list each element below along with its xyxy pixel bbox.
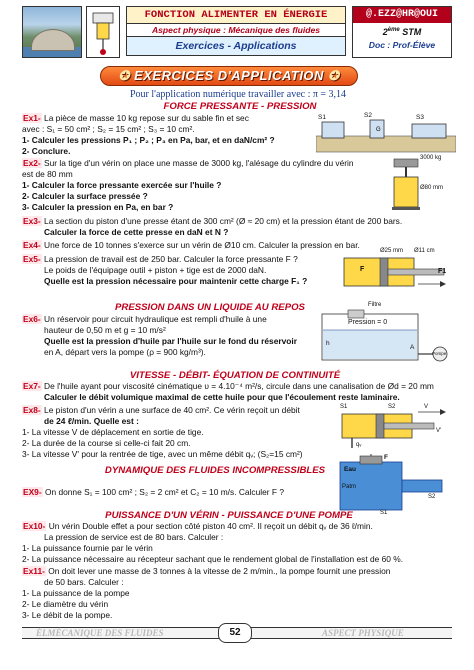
label-bore: Ø80 mm (420, 185, 444, 191)
ex1-line2: avec : S₁ = 50 cm² ; S₂ = 15 cm² ; S₃ = 10 cm². (22, 124, 195, 134)
footer-right: ASPECT PHYSIQUE (322, 628, 404, 638)
figure-ex6-reservoir (318, 300, 452, 364)
gear-icon: ✪ (118, 68, 130, 83)
ex5-line2: Le poids de l'équipage outil + piston + tige est de 2000 daN. (44, 265, 267, 275)
label-f: F (384, 454, 388, 461)
label-s1: S1 (340, 404, 348, 410)
label-s3: S3 (416, 114, 424, 121)
ex6-line4: en A, départ vers la pompe (ρ = 900 kg/m³). (44, 347, 206, 357)
author-brand: @.EZZ@HR@OUI (353, 7, 451, 23)
label-a: A (410, 344, 415, 351)
ex1-line3: 1- Calculer les pressions P₁ ; P₂ ; P₃ en Pa, bar, et en daN/cm² ? (22, 135, 275, 145)
header-title-block (126, 6, 346, 58)
ex1-line4: 2- Conclure. (22, 146, 71, 156)
label-f1: F1 (438, 268, 447, 275)
ex10-line2: La pression de service est de 80 bars. Calculer : (44, 532, 224, 542)
dam-photo (22, 6, 82, 58)
label-s1: S1 (380, 510, 388, 516)
ex8-line4: 2- La durée de la course si celle-ci fait 20 cm. (22, 438, 191, 448)
label-s1: S1 (318, 114, 326, 121)
figure-ex8-cylinder (336, 404, 452, 450)
page-footer (22, 623, 452, 645)
ex8-line2: de 24 ℓ/min. Quelle est : (44, 416, 139, 426)
header-subtitle: Aspect physique : Mécanique des fluides (126, 24, 346, 36)
label-d25: Ø25 mm (380, 248, 404, 254)
ex3-line2: Calculer la force de cette presse en daN et N ? (44, 227, 229, 237)
ex5-line3: Quelle est la pression nécessaire pour maintenir cette charge F₁ ? (44, 276, 308, 286)
label-pression: Pression = 0 (348, 319, 388, 326)
label-v: V (424, 404, 429, 410)
ex11-line5: 3- Le débit de la pompe. (22, 610, 113, 620)
page-header (22, 6, 452, 64)
label-qv: qᵥ (356, 442, 362, 448)
label-s2: S2 (388, 404, 396, 410)
ex10-line3: 1- La puissance fournie par le vérin (22, 543, 153, 553)
ex11-line4: 2- Le diamètre du vérin (22, 599, 109, 609)
ex11-line2: de 50 bars. Calculer : (44, 577, 124, 587)
ex8-line5: 3- La vitesse V' pour la rentrée de tige, avec un même débit qᵥ; (S₂=15 cm²) (22, 449, 303, 459)
label-h: h (326, 340, 330, 347)
label-filtre: Filtre (368, 302, 382, 308)
ex2-line1: Ex2- Sur la tige d'un vérin on place une masse de 3000 kg, l'alésage du cylindre du vérin (23, 158, 354, 168)
header-title: FONCTION ALIMENTER EN ÉNERGIE (126, 6, 346, 24)
ex6-line2: hauteur de 0,50 m et g = 10 m/s² (44, 325, 166, 335)
ex5-line1: Ex5- La pression de travail est de 250 bar. Calculer la force pressante F ? (23, 254, 298, 264)
pi-note: Pour l'application numérique travailler avec : π = 3,14 (130, 89, 347, 100)
hydraulic-diagram-thumbnail (86, 6, 120, 58)
ex11-line3: 1- La puissance de la pompe (22, 588, 130, 598)
ex9-line1: EX9- On donne S₁ = 100 cm² ; S₂ = 2 cm² et C₂ = 10 m/s. Calculer F ? (23, 487, 284, 497)
ex11-line1: Ex11- On doit lever une masse de 3 tonnes à la vitesse de 2 m/min., la pompe fournit une pression (23, 566, 391, 576)
ex2-line5: 3- Calculer la pression en Pa, en bar ? (22, 202, 174, 212)
ex2-line3: 1- Calculer la force pressante exercée sur l'huile ? (22, 180, 222, 190)
ex10-line4: 2- La puissance nécessaire au récepteur sachant que le rendement global de l'installation est de 60 %. (22, 554, 404, 564)
label-g: G (376, 127, 381, 133)
class-level: 2ème STM (382, 27, 422, 37)
label-s2: S2 (364, 112, 372, 119)
section-title: DYNAMIQUE DES FLUIDES INCOMPRESSIBLES (104, 465, 326, 476)
ex8-line3: 1- La vitesse V de déplacement en sortie de tige. (22, 427, 204, 437)
header-section: Exercices - Applications (126, 36, 346, 56)
ex7-line2: Calculer le débit volumique maximal de cette huile pour que l'écoulement reste laminaire. (44, 392, 400, 402)
label-f: F (360, 266, 365, 273)
section-title: VITESSE - DÉBIT- ÉQUATION DE CONTINUITÉ (129, 370, 341, 381)
ex2-line2: est de 80 mm (22, 169, 73, 179)
doc-audience: Doc : Prof-Élève (368, 40, 436, 50)
section-title: PRESSION DANS UN LIQUIDE AU REPOS (115, 302, 305, 313)
label-d11: Ø11 cm (414, 248, 435, 254)
page-number: 52 (218, 623, 252, 643)
ex7-line1: Ex7- De l'huile ayant pour viscosité cinématique υ = 4.10⁻⁴ m²/s, circule dans une canalisation de Ød = 20 mm (23, 381, 434, 391)
header-author-block (352, 6, 452, 58)
banner-text: EXERCICES D'APPLICATION (134, 68, 324, 83)
dam-shape (31, 29, 75, 51)
label-mass: 3000 kg (420, 155, 442, 161)
figure-ex9-pipe (330, 454, 450, 518)
label-patm: Patm (342, 484, 357, 490)
label-pompe: Pompe (432, 351, 447, 356)
ex6-line3: Quelle est la pression d'huile par l'huile sur le fond du réservoir (44, 336, 297, 346)
footer-left: ÉLMÉCANIQUE DES FLUIDES (36, 628, 164, 638)
ex1-line1: Ex1- La pièce de masse 10 kg repose sur du sable fin et sec (23, 113, 249, 123)
label-vprime: V' (436, 428, 442, 434)
figure-ex5-cylinder (340, 248, 450, 294)
ex10-line1: Ex10- Un vérin Double effet a pour section côté piston 40 cm². Il reçoit un débit qᵥ de 36 ℓ/min. (23, 521, 373, 531)
section-title: PUISSANCE D'UN VÉRIN - PUISSANCE D'UNE POMPE (105, 510, 353, 521)
exercises-banner (100, 66, 358, 86)
ex3-line1: Ex3- La section du piston d'une presse étant de 300 cm² (Ø ≈ 20 cm) et la pression étant de 200 bars. (23, 216, 403, 226)
label-s2: S2 (428, 494, 436, 500)
figure-ex2-jack (384, 155, 444, 211)
ex8-line1: Ex8- Le piston d'un vérin a une surface de 40 cm². Ce vérin reçoit un débit (23, 405, 300, 415)
gear-icon: ✪ (328, 68, 340, 83)
ex6-line1: Ex6- Un réservoir pour circuit hydraulique est rempli d'huile à une (23, 314, 267, 324)
section-title: FORCE PRESSANTE - PRESSION (163, 101, 317, 112)
figure-ex1-block (316, 112, 456, 154)
label-eau: Eau (344, 466, 356, 473)
ex2-line4: 2- Calculer la surface pressée ? (22, 191, 148, 201)
ex4-line1: Ex4- Une force de 10 tonnes s'exerce sur un vérin de Ø10 cm. Calculer la pression en bar. (23, 240, 360, 250)
